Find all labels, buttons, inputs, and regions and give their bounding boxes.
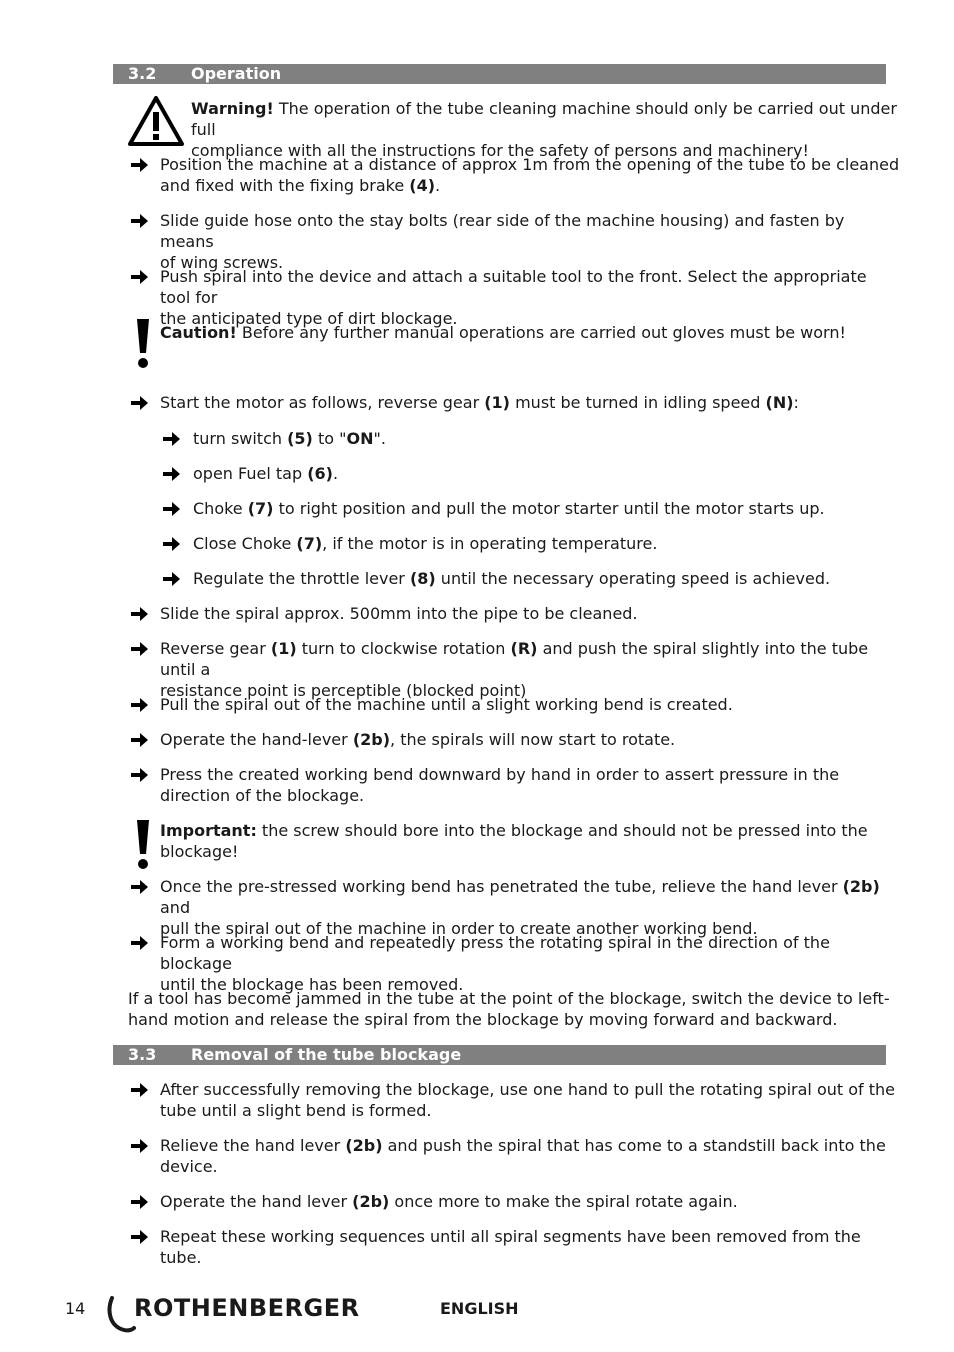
important-text: Important: the screw should bore into the blockage and should not be pressed into the blockage! [160,821,868,861]
arrow-right-icon [163,537,180,551]
step-pull-spiral: Pull the spiral out of the machine until a slight working bend is created. [160,695,733,714]
step-relieve-lever: Once the pre-stressed working bend has penetrated the tube, relieve the hand lever (2b) and pull the spiral out of the machine in order to create another working bend. [160,877,880,938]
arrow-right-icon [131,880,148,894]
language-label: ENGLISH [440,1299,519,1318]
step-slide-guide-hose: Slide guide hose onto the stay bolts (rear side of the machine housing) and fasten by means of wing screws. [160,211,845,272]
arrow-right-icon [131,1083,148,1097]
arrow-right-icon [131,642,148,656]
substep-close-choke: Close Choke (7), if the motor is in operating temperature. [193,534,658,553]
section-header-3-3 [113,1045,886,1065]
arrow-right-icon [131,936,148,950]
removal-step-repeat: Repeat these working sequences until all spiral segments have been removed from the tube. [160,1227,861,1267]
substep-throttle: Regulate the throttle lever (8) until the necessary operating speed is achieved. [193,569,831,588]
exclamation-icon [135,820,151,870]
jammed-tool-paragraph: If a tool has become jammed in the tube at the point of the blockage, switch the device to left- hand motion and release the spiral from the blockage by moving forward and backward. [128,989,890,1029]
arrow-right-icon [131,396,148,410]
step-press-working-bend: Press the created working bend downward by hand in order to assert pressure in the direction of the blockage. [160,765,840,805]
step-operate-hand-lever: Operate the hand-lever (2b), the spirals will now start to rotate. [160,730,676,749]
warning-triangle-icon [127,95,185,147]
substep-fuel-tap: open Fuel tap (6). [193,464,339,483]
section-header-3-2 [113,64,886,84]
arrow-right-icon [131,214,148,228]
warning-label: Warning! [191,99,274,118]
removal-step-operate-lever: Operate the hand lever (2b) once more to make the spiral rotate again. [160,1192,738,1211]
arrow-right-icon [131,607,148,621]
rothenberger-logo [106,1294,360,1334]
arrow-right-icon [131,1139,148,1153]
caution-label: Caution! [160,323,237,342]
exclamation-icon [135,319,151,369]
removal-step-pull-out: After successfully removing the blockage, use one hand to pull the rotating spiral out of the tube until a slight bend is formed. [160,1080,896,1120]
arrow-right-icon [131,270,148,284]
arrow-right-icon [131,698,148,712]
section-title: Removal of the tube blockage [191,1045,462,1064]
substep-turn-switch: turn switch (5) to "ON". [193,429,386,448]
arrow-right-icon [163,572,180,586]
section-number: 3.2 [128,64,157,83]
arrow-right-icon [131,158,148,172]
removal-step-relieve-lever: Relieve the hand lever (2b) and push the spiral that has come to a standstill back into the device. [160,1136,886,1176]
warning-text: Warning! The operation of the tube cleaning machine should only be carried out under full compliance with all the instructions for the safety of persons and machinery! [191,99,897,160]
caution-text: Caution! Before any further manual operations are carried out gloves must be worn! [160,323,846,342]
logo-swoosh-icon [106,1296,136,1334]
substep-choke: Choke (7) to right position and pull the motor starter until the motor starts up. [193,499,825,518]
arrow-right-icon [163,502,180,516]
arrow-right-icon [131,1230,148,1244]
step-reverse-gear: Reverse gear (1) turn to clockwise rotation (R) and push the spiral slightly into the tube until a resistance point is perceptible (blocked point) [160,639,869,700]
step-form-working-bend: Form a working bend and repeatedly press the rotating spiral in the direction of the blockage until the blockage has been removed. [160,933,830,994]
step-start-motor: Start the motor as follows, reverse gear (1) must be turned in idling speed (N): [160,393,799,412]
arrow-right-icon [131,768,148,782]
step-push-spiral: Push spiral into the device and attach a suitable tool to the front. Select the appropriate tool for the anticipated type of dirt blockage. [160,267,867,328]
arrow-right-icon [163,432,180,446]
page-number: 14 [65,1299,86,1318]
section-title: Operation [191,64,282,83]
step-position-machine: Position the machine at a distance of approx 1m from the opening of the tube to be cleaned and fixed with the fixing brake (4). [160,155,900,195]
arrow-right-icon [131,733,148,747]
arrow-right-icon [163,467,180,481]
step-slide-spiral: Slide the spiral approx. 500mm into the pipe to be cleaned. [160,604,638,623]
brand-name: ROTHENBERGER [134,1294,360,1322]
section-number: 3.3 [128,1045,157,1064]
important-label: Important: [160,821,257,840]
arrow-right-icon [131,1195,148,1209]
